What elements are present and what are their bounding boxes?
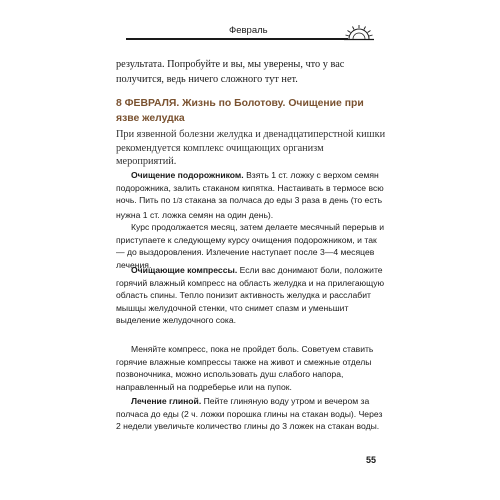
header-title: Февраль [229,25,268,36]
lead-paragraph: При язвенной болезни желудка и двенадцатиперстной кишки рекомендуется комплекс очищающих организм мероприятий. [116,129,386,167]
fraction: 1/3 [172,198,183,206]
paragraph-plantain-cleansing [116,169,386,221]
header-rule [126,38,348,40]
paragraph-text: Пейте глиняную воду утром и вечером за полчаса до еды (2 ч. ложки порошка глины на стакан воды). Через 2 недели увеличьте количество глины до 3 ложек на стакан воды. [116,396,383,432]
paragraph-text: Если вас донимают боли, положите горячий влажный компресс на область желудка и на прилегающую область спины. Тепло понизит активность желудка и расслабит мышцы желудочной стенки, что снимет спазм и уменьшит выделение желудочного сока. [116,265,385,326]
paragraph-heading: Лечение глиной. [131,396,202,406]
chapter-title: 8 ФЕВРАЛЯ. Жизнь по Болотову. Очищение при язве желудка [116,98,364,124]
running-header [126,25,376,43]
paragraph-compress-change: Меняйте компресс, пока не пройдет боль. Советуем ставить горячие влажные компрессы также на живот и смежные отделы позвоночника, можно использовать душ слабого напора, направленный на подреберье или на пупок. [116,344,374,392]
sun-icon [344,25,374,41]
paragraph-heading: Очищающие компрессы. [131,265,238,275]
paragraph-compresses [116,264,386,327]
paragraph-text: стакана за полчаса до еды 3 раза в день (то есть нужна 1 ст. ложка семян на один день). [116,195,383,220]
paragraph-clay-treatment [116,395,386,433]
paragraph-text: Взять 1 ст. ложку с верхом семян подорожника, залить стаканом кипятка. Настаивать в термосе всю ночь. Пить по [116,170,384,206]
page-number: 55 [366,455,377,465]
paragraph-heading: Очищение подорожником. [131,170,244,180]
paragraph-course: Курс продолжается месяц, затем делаете месячный перерыв и приступаете к следующему курсу очищения подорожником, и так — до выздоровления. Излечение наступает после 3—4 месяцев лечения. [116,222,385,270]
intro-paragraph: результата. Попробуйте и вы, мы уверены, что у вас получится, ведь ничего сложного тут нет. [116,59,345,85]
